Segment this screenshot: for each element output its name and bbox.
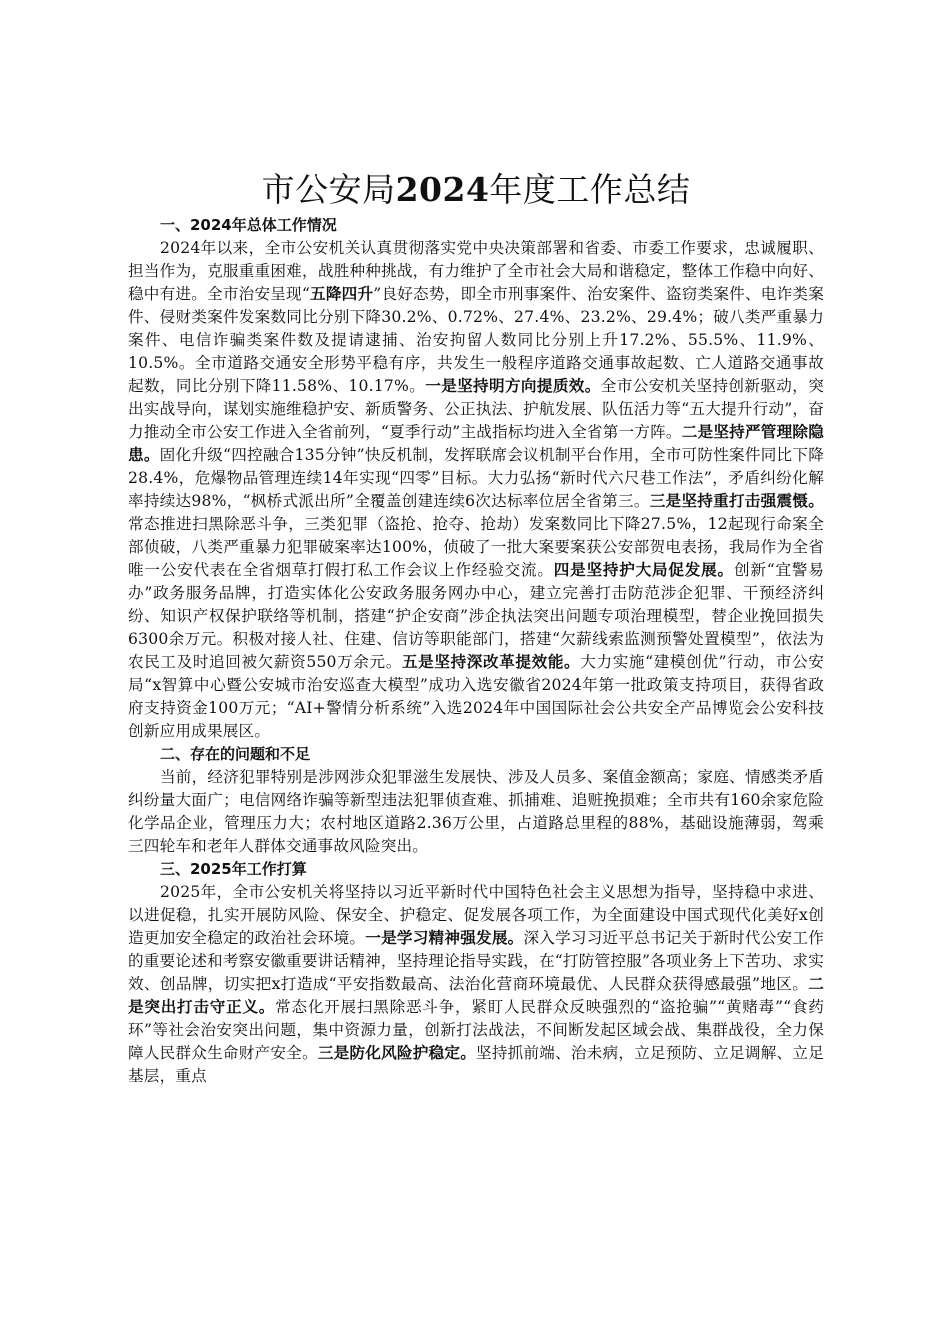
bold-run: 一是坚持明方向提质效。 — [425, 377, 601, 395]
text-run: 全市公安机关坚持创新驱动，突出实战导向，谋划实施维稳护安、新质警务、公正执法、护航发展、队伍活力等“五大提升行动”，奋力推动全市公安工作进入全省前列，“夏季行动”主战指标均进入全省第一方阵。 — [128, 377, 824, 441]
section-heading-plans: 三、2025年工作打算 — [160, 860, 307, 878]
bold-run: 二是坚持严管理除隐患。 — [128, 423, 824, 464]
text-run: 深入学习习近平总书记关于新时代公安工作的重要论述和考察安徽重要讲话精神，坚持理论指导实践，在“打防管控服”各项业务上下苦功、求实效、创品牌，切实把x打造成“平安指数最高、法治化营商环境最优、人民群众获得感最强”地区。 — [128, 929, 824, 993]
bold-run: 三是防化风险护稳定。 — [317, 1044, 477, 1062]
text-run: 大力实施“建模创优”行动，市公安局“x智算中心暨公安城市治安巡查大模型”成功入选安徽省2024年第一批政策支持项目，获得省政府支持资金100万元；“AI+警情分析系统”入选2024年中国国际社会公共安全产品博览会公安科技创新应用成果展区。 — [128, 653, 824, 740]
title-suffix: 年度工作总结 — [489, 170, 691, 209]
text-run: 创新“宜警易办”政务服务品牌，打造实体化公安政务服务网办中心，建立完善打击防范涉企犯罪、干预经济纠纷、知识产权保护联络等机制，搭建“护企安商”涉企执法突出问题专项治理模型，替企业挽回损失6300余万元。积极对接人社、住建、信访等职能部门，搭建“欠薪线索监测预警处置模型”，依法为农民工及时追回被欠薪资550万余元。 — [128, 561, 824, 671]
bold-run: 二是突出打击守正义。 — [128, 975, 824, 1016]
text-run: 常态推进扫黑除恶斗争，三类犯罪（盗抢、抢夺、抢劫）发案数同比下降27.5%，12起现行命案全部侦破，八类严重暴力犯罪破案率达100%，侦破了一批大案要案获公安部贺电表扬，我局作为全省唯一公安代表在全省烟草打假打私工作会议上作经验交流。 — [128, 515, 824, 579]
bold-run: 五是坚持深改革提效能。 — [401, 653, 581, 671]
document-title — [128, 166, 824, 214]
section-heading-problems: 二、存在的问题和不足 — [160, 745, 311, 763]
bold-run: 四是坚持护大局促发展。 — [553, 561, 734, 579]
text-run: ”良好态势，即全市刑事案件、治安案件、盗窃类案件、电诈类案件、侵财类案件发案数同比分别下降30.2%、0.72%、27.4%、23.2%、29.4%；破八类严重暴力案件、电信诈骗类案件数及提请逮捕、治安拘留人数同比分别上升17.2%、55.5%、11.9%、10.5%。全市道路交通安全形势平稳有序，共发生一般程序道路交通事故起数、亡人道路交通事故起数，同比分别下降11.58%、10.17%。 — [128, 285, 824, 395]
bold-run: 三是坚持重打击强震慑。 — [649, 492, 825, 510]
text-run: 2025年，全市公安机关将坚持以习近平新时代中国特色社会主义思想为指导，坚持稳中求进、以进促稳，扎实开展防风险、保安全、护稳定、促发展各项工作，为全面建设中国式现代化美好x创造更加安全稳定的政治社会环境。 — [128, 883, 824, 947]
text-run: 固化升级“四控融合135分钟”快反机制，发挥联席会议机制平台作用，全市可防性案件同比下降28.4%，危爆物品管理连续14年实现“四零”目标。大力弘扬“新时代六尺巷工作法”，矛盾纠纷化解率持续达98%，“枫桥式派出所”全覆盖创建连续6次达标率位居全省第三。 — [128, 446, 824, 510]
document-page — [128, 166, 824, 1088]
section-paragraph-overall — [128, 237, 824, 743]
section-heading-overall: 一、2024年总体工作情况 — [160, 216, 337, 234]
text-run: 常态化开展扫黑除恶斗争，紧盯人民群众反映强烈的“盗抢骗”“黄赌毒”“食药环”等社会治安突出问题，集中资源力量，创新打法战法，不间断发起区域会战、集群战役，全力保障人民群众生命财产安全。 — [128, 998, 824, 1062]
bold-run: 一是学习精神强发展。 — [365, 929, 524, 947]
title-prefix: 市公安局 — [261, 170, 396, 209]
bold-run: 五降四升 — [310, 285, 374, 303]
section-paragraph-problems: 当前，经济犯罪特别是涉网涉众犯罪滋生发展快、涉及人员多、案值金额高；家庭、情感类矛盾纠纷量大面广；电信网络诈骗等新型违法犯罪侦查难、抓捕难、追赃挽损难；全市共有160余家危险化学品企业，管理压力大；农村地区道路2.36万公里，占道路总里程的88%，基础设施薄弱，驾乘三四轮车和老年人群体交通事故风险突出。 — [128, 768, 824, 855]
text-run: 2024年以来，全市公安机关认真贯彻落实党中央决策部署和省委、市委工作要求，忠诚履职、担当作为，克服重重困难，战胜种种挑战，有力维护了全市社会大局和谐稳定，整体工作稳中向好、稳中有进。全市治安呈现“ — [128, 239, 824, 303]
title-year: 2024 — [395, 170, 490, 209]
text-run: 坚持抓前端、治未病，立足预防、立足调解、立足基层，重点 — [128, 1044, 824, 1085]
section-paragraph-plans — [128, 881, 824, 1088]
